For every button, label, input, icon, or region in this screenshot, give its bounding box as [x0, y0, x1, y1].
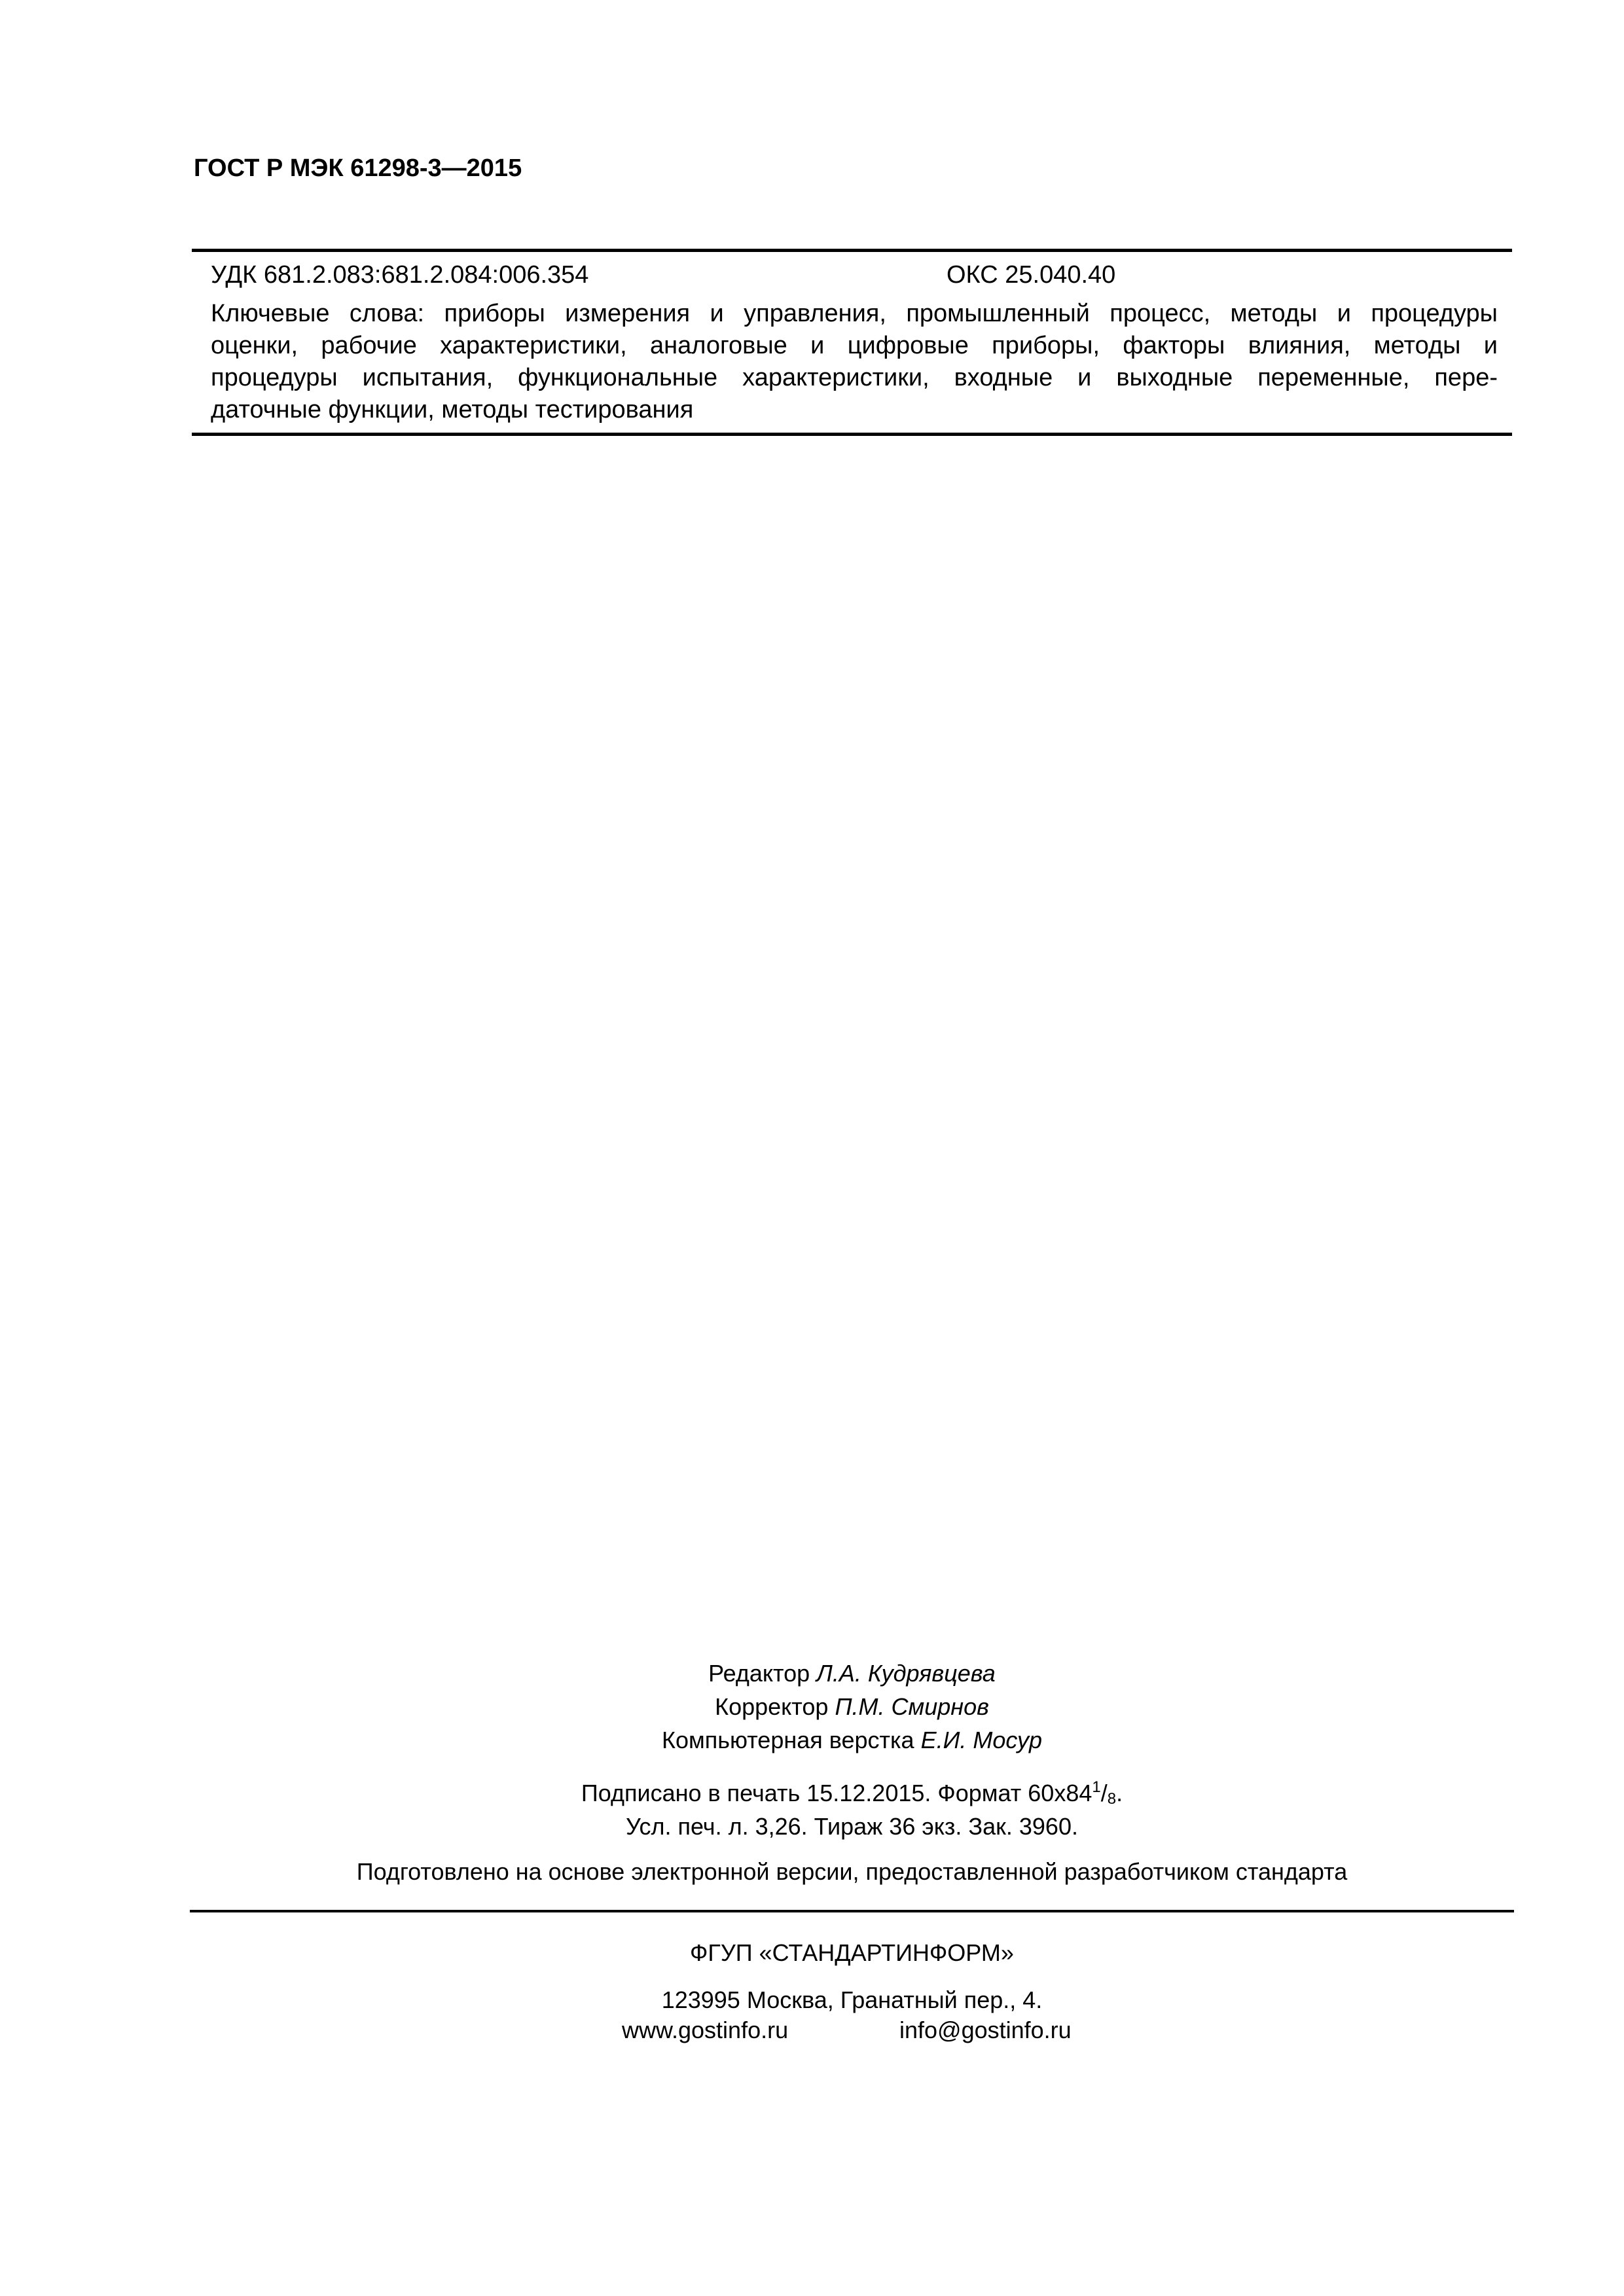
prepared-note: Подготовлено на основе электронной версии, предоставленной разработчиком стандарта: [356, 1858, 1348, 1885]
document-code: ГОСТ Р МЭК 61298-3—2015: [194, 154, 522, 182]
corrector-role: Корректор: [715, 1693, 829, 1720]
signed-line: [190, 1776, 1514, 1810]
layout-role: Компьютерная верстка: [662, 1727, 914, 1753]
keywords-paragraph: [211, 298, 1498, 426]
format-numerator: 1: [1092, 1778, 1101, 1796]
keywords-line: процедуры испытания, функциональные характеристики, входные и выходные переменные, пере-: [211, 364, 1498, 391]
corrector-name: П.М. Смирнов: [835, 1693, 989, 1720]
layout-line: [190, 1723, 1514, 1757]
publisher-name: ФГУП «СТАНДАРТИНФОРМ»: [690, 1939, 1014, 1966]
format-slash: /: [1100, 1780, 1108, 1806]
website-link[interactable]: www.gostinfo.ru: [622, 2017, 789, 2043]
signed-text: Подписано в печать 15.12.2015. Формат 60х84: [581, 1780, 1092, 1806]
email-link[interactable]: info@gostinfo.ru: [899, 2017, 1072, 2043]
publisher-address: 123995 Москва, Гранатный пер., 4.: [661, 1986, 1043, 2013]
print-info-block: [190, 1776, 1514, 1843]
keywords-bottom-divider: [192, 433, 1512, 436]
credits-block: [190, 1657, 1514, 1757]
volume-line: Усл. печ. л. 3,26. Тираж 36 экз. Зак. 3960.: [626, 1813, 1078, 1840]
top-divider: [192, 249, 1512, 252]
layout-name: Е.И. Мосур: [920, 1727, 1042, 1753]
editor-line: [190, 1657, 1514, 1690]
format-end: .: [1116, 1780, 1123, 1806]
corrector-line: [190, 1690, 1514, 1723]
footer-divider: [190, 1910, 1514, 1912]
format-denominator: 8: [1107, 1790, 1117, 1808]
editor-name: Л.А. Кудрявцева: [816, 1660, 996, 1687]
keywords-line: Ключевые слова: приборы измерения и управления, промышленный процесс, методы и процедуры: [211, 300, 1498, 327]
keywords-line: даточные функции, методы тестирования: [211, 396, 694, 423]
oks-code: ОКС 25.040.40: [947, 261, 1116, 289]
udk-code: УДК 681.2.083:681.2.084:006.354: [211, 261, 589, 289]
keywords-line: оценки, рабочие характеристики, аналоговые и цифровые приборы, факторы влияния, методы и: [211, 332, 1498, 359]
editor-role: Редактор: [708, 1660, 810, 1687]
